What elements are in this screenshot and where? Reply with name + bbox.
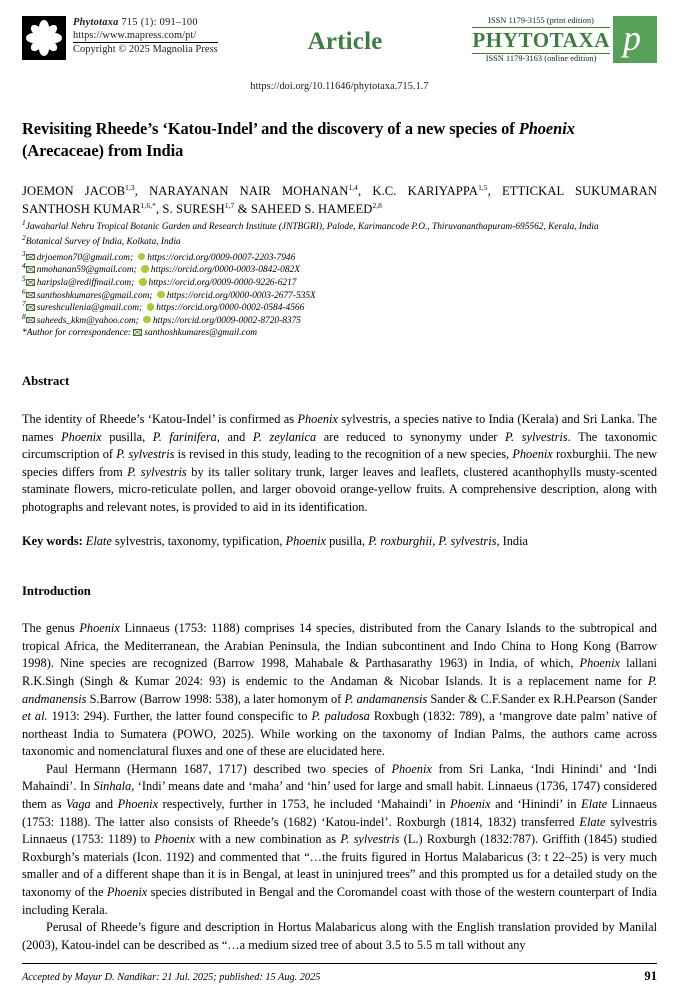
affiliation-text: Botanical Survey of India, Kolkata, India	[25, 237, 181, 248]
contact-email[interactable]: haripsla@rediffmail.com;	[36, 278, 135, 288]
author-name: JOEMON JACOB	[22, 184, 126, 198]
contact-orcid[interactable]: https://orcid.org/0000-0002-0584-4566	[156, 303, 305, 314]
journal-website[interactable]: https://www.mapress.com/pt/	[73, 29, 197, 41]
page-title	[22, 118, 657, 161]
contact-email[interactable]: drjoemon70@gmail.com;	[36, 252, 134, 263]
journal-brand-wordmark: PHYTOTAXA	[472, 28, 610, 52]
affiliation-marker: 2	[22, 233, 26, 243]
keywords-row	[22, 533, 657, 551]
orcid-icon	[138, 253, 146, 261]
introduction-paragraph-2: Paul Hermann (Hermann 1687, 1717) described two species of Phoenix from Sri Lanka, ‘Indi Hinindi’ and ‘Indi Mahaindi’. In Sinhala, ‘Indi’ means date and ‘maha’ and ‘hin’ used for large and small habit. Linnaeus (1736, 1747) considered them as Vaga and Phoenix respectively, further in 1753, he included ‘Mahaindi’ in Phoenix and ‘Hinindi’ in Elate Linnaeus (1753: 1188). The latter also consists of Rheede’s (1682) ‘Katou-indel’. Roxburgh (1814, 1832) transferred Elate sylvestris Linnaeus (1753: 1189) to Phoenix with a new combination as P. sylvestris (L.) Roxburgh (1832:787). Griffith (1845) studied Roxburgh’s materials (Icon. 1192) and commented that “…the fruits figured in Hortus Malabaricus (3: t 22–25) is very much smaller and of a different shape than it is in Bengal, at least in uninjured trees” and this prompted us for a detailed study on the taxonomy of the Phoenix species distributed in Bengal and the Coromandel coast with those of the western counterpart of India including Kerala.	[22, 761, 658, 917]
contact-row	[22, 299, 657, 315]
contact-orcid[interactable]: https://orcid.org/0000-0003-0842-082X	[150, 265, 300, 276]
author-affil-sup: 2,8	[372, 200, 382, 210]
orcid-icon	[141, 265, 149, 273]
keywords-text: Elate sylvestris, taxonomy, typification, Phoenix pusilla, P. roxburghii, P. sylvestris, India	[85, 533, 528, 548]
author-affil-sup: 1,3	[125, 182, 135, 192]
envelope-icon	[133, 329, 142, 336]
issn-print: ISSN 1179-3155 (print edition)	[472, 16, 610, 28]
abstract-heading: Abstract	[22, 373, 70, 388]
issn-block	[472, 16, 610, 64]
contact-marker: 3	[22, 248, 26, 258]
journal-citation-line	[73, 17, 218, 30]
envelope-icon	[26, 317, 35, 324]
author-name: ETTICKAL SUKUMARAN SANTHOSH KUMAR	[22, 184, 658, 216]
contact-row	[22, 273, 657, 290]
abstract-text: The identity of Rheede’s ‘Katou-Indel’ is confirmed as Phoenix sylvestris, a species native to India (Kerala) and Sri Lanka. The names Phoenix pusilla, P. farinifera, and P. zeylanica are reduced to synonymy under P. sylvestris. The taxonomic circumscription of P. sylvestris is revised in this study, leading to the recognition of a new species, Phoenix roxburghii. The new species differs from P. sylvestris by its taller solitary trunk, larger leaves and leaflets, clustered acanthophylls musty-scented staminate flowers, micro-reticulate pollen, and larger obovoid orange-yellow fruits. A comprehensive description, along with photographs and relevant notes, is provided to aid in its identification.	[22, 411, 658, 514]
corresponding-label: *Author for correspondence:	[22, 328, 132, 339]
introduction-paragraph-1: The genus Phoenix Linnaeus (1753: 1188) comprises 14 species, distributed from the Canary Islands to the subtropical and tropical Africa, the Mediterranean, the Arabian Peninsula, the Indian subcontinent and Indo China to Hong Kong (Barrow 1998). Nine species are recognized (Barrow 1998, Mahabale & Parthasarathy 1963) in India, of which, Phoenix lallani R.K.Singh (Singh & Kumar 2024: 93) is endemic to the Andaman & Nicobar Islands. It is a replacement name for P. andmanensis S.Barrow (Barrow 1998: 538), a later homonym of P. andamanensis Sander & C.F.Sander ex R.H.Pearson (Sander et al. 1913: 294). Further, the latter found conspecific to P. paludosa Roxbugh (1832: 789), a ‘mangrove date palm’ native of northeast India to Sumatera (POWO, 2025). While working on the taxonomy of Indian Palms, the authors came across taxonomic and nomenclatural fluxes and one of these are elucidated here.	[22, 621, 658, 759]
contact-orcid[interactable]: https://orcid.org/0009-0000-9226-6217	[148, 278, 297, 288]
envelope-icon	[26, 292, 35, 299]
contact-marker: 4	[22, 261, 26, 271]
masthead-right	[472, 16, 657, 64]
accepted-published-note: Accepted by Mayur D. Nandikar: 21 Jul. 2025; published: 15 Aug. 2025	[22, 972, 321, 983]
contact-row	[22, 248, 657, 265]
journal-name: Phytotaxa	[73, 17, 119, 28]
doi-link[interactable]: https://doi.org/10.11646/phytotaxa.715.1.7	[250, 81, 429, 92]
envelope-icon	[26, 266, 35, 273]
affiliation-2	[22, 233, 657, 248]
author-affil-sup: 1,5	[478, 182, 488, 192]
contact-orcid[interactable]: https://orcid.org/0009-0002-8720-8375	[152, 315, 301, 326]
title-part-1: Revisiting Rheede’s ‘Katou-Indel’ and the discovery of a new species of	[22, 119, 519, 138]
contact-email[interactable]: santhoshkumares@gmail.com;	[36, 290, 153, 301]
corresponding-author-note	[22, 327, 657, 340]
page-footer	[22, 963, 657, 984]
author-list: JOEMON JACOB$^{1,3}$, NARAYANAN NAIR MOHANAN$^{1,4}$, K.C. KARIYAPPA$^{1,5}$, ETTICKAL SUKUMARAN SANTHOSH $KUMAR^{1,6,*}$, S. SURESH$^{1,7}$ & SAHEED S. HAMEED$^{2,8}$	[22, 182, 658, 216]
contact-marker: 7	[22, 299, 26, 309]
contact-row	[22, 261, 657, 277]
phytotaxa-flower-logo-icon	[22, 16, 66, 60]
corresponding-email[interactable]: santhoshkumares@gmail.com	[144, 328, 258, 339]
title-genus-italic: Phoenix	[518, 119, 575, 138]
contact-marker: 6	[22, 286, 26, 296]
issn-online: ISSN 1179-3163 (online edition)	[472, 53, 610, 65]
p-logo-glyph: p	[622, 18, 641, 58]
author-affil-sup: 1,7	[224, 200, 235, 210]
affiliation-1	[22, 217, 657, 233]
masthead-journal-info	[73, 16, 218, 56]
affiliation-marker: 1	[22, 217, 26, 227]
title-part-2: (Arecaceae) from India	[22, 140, 184, 160]
contact-email[interactable]: nmohanan59@gmail.com;	[36, 265, 137, 276]
orcid-icon	[139, 278, 147, 286]
contact-row	[22, 311, 657, 328]
orcid-icon	[147, 303, 155, 311]
masthead-left	[22, 16, 218, 60]
envelope-icon	[26, 279, 35, 286]
keywords-label: Key words:	[22, 533, 83, 548]
author-name: K.C. KARIYAPPA	[372, 184, 479, 198]
author-name: S. SURESH	[162, 201, 225, 216]
contact-orcid[interactable]: https://orcid.org/0000-0003-2677-535X	[166, 290, 316, 301]
article-type-label: Article	[307, 28, 383, 55]
journal-copyright: Copyright © 2025 Magnolia Press	[73, 43, 218, 55]
orcid-icon	[143, 316, 151, 324]
contact-email[interactable]: sureshcullenia@gmail.com;	[36, 303, 143, 314]
introduction-heading: Introduction	[22, 584, 91, 599]
author-affil-sup: 1,4	[348, 182, 358, 192]
envelope-icon	[26, 304, 35, 311]
contact-marker: 5	[22, 273, 26, 283]
contact-row	[22, 286, 657, 303]
affiliation-text: Jawaharlal Nehru Tropical Botanic Garden and Research Institute (JNTBGRI), Palode, Karimancode P.O., Thiruvananthapuram-695562, Kerala, India	[25, 222, 599, 232]
journal-issue-info: 715 (1): 091–100	[118, 17, 198, 28]
contact-orcid[interactable]: https://orcid.org/0009-0007-2203-7946	[147, 252, 296, 263]
masthead	[22, 0, 657, 72]
author-name: SAHEED S. HAMEED	[250, 201, 373, 216]
author-affil-sup: 1,6,*	[140, 200, 156, 210]
contact-list	[22, 248, 657, 340]
contact-email[interactable]: saheeds_kkm@yahoo.com;	[36, 315, 139, 326]
introduction-paragraph-3: Perusal of Rheede’s figure and description in Hortus Malabaricus along with the English translation provided by Manilal (2003), Katou-indel can be described as “…a medium sized tree of about 3.5 to 5.5 m tall without any	[22, 920, 657, 952]
envelope-icon	[26, 254, 35, 261]
author-name: NARAYANAN NAIR MOHANAN	[149, 184, 349, 198]
contact-marker: 8	[22, 311, 26, 321]
orcid-icon	[157, 291, 165, 299]
page-number: 91	[644, 969, 657, 983]
phytotaxa-p-logo-icon	[613, 16, 657, 63]
